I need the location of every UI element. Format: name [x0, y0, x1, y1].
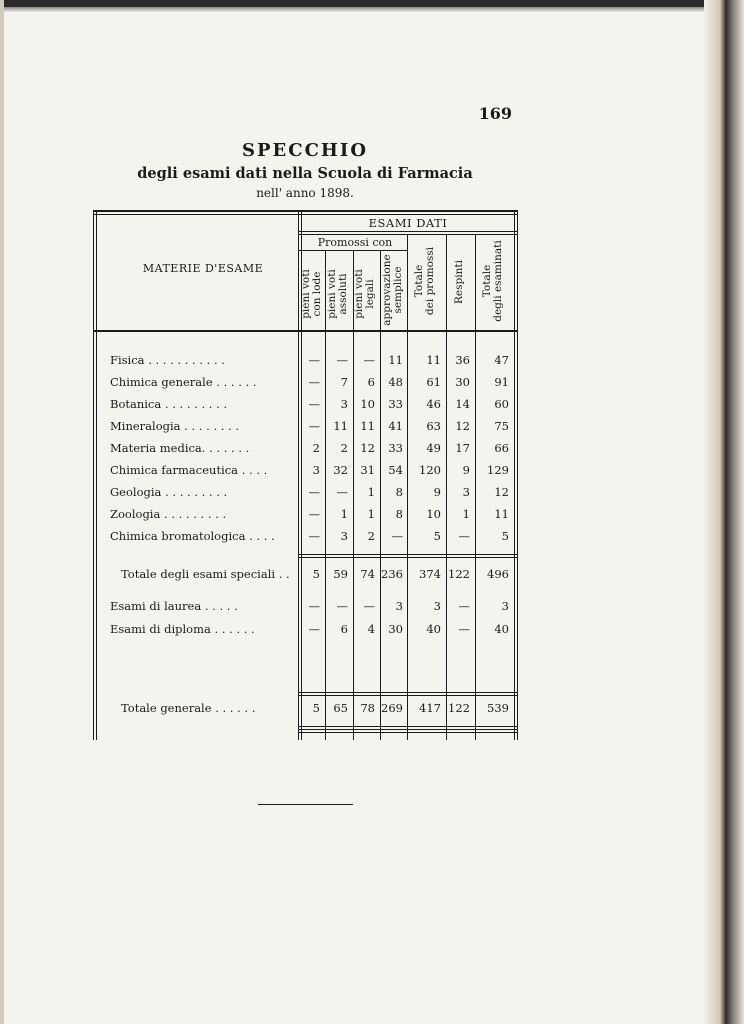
row-value: 10	[426, 507, 441, 521]
table-right-rule-2	[517, 210, 518, 740]
scan-right-edge	[704, 0, 744, 1024]
row-value: 63	[426, 419, 441, 433]
row-value: —	[308, 397, 320, 411]
header-pieni-voti-legali: pieni voti legali	[353, 269, 376, 319]
scan-left-edge	[0, 0, 4, 1024]
row-value: 2	[367, 529, 375, 543]
row-value: 7	[340, 375, 348, 389]
speciali-top-rule-2	[298, 557, 517, 558]
row-value: —	[363, 353, 375, 367]
row-value: 8	[395, 507, 403, 521]
row-label: Chimica farmaceutica . . . .	[110, 463, 268, 477]
table-top-rule	[93, 210, 517, 212]
row-value: 30	[455, 375, 470, 389]
row-value: 120	[419, 463, 441, 477]
row-value: 1	[340, 507, 348, 521]
row-value: 48	[388, 375, 403, 389]
row-value: 74	[360, 567, 375, 581]
row-value: 6	[367, 375, 375, 389]
row-value: —	[458, 529, 470, 543]
row-value: 8	[395, 485, 403, 499]
table-top-rule-2	[93, 214, 517, 215]
row-value: 3	[462, 485, 470, 499]
row-label: Chimica generale . . . . . .	[110, 375, 257, 389]
row-value: 2	[312, 441, 320, 455]
row-value: 41	[388, 419, 403, 433]
row-label: Zoologia . . . . . . . . .	[110, 507, 227, 521]
row-label: Materia medica. . . . . . .	[110, 441, 250, 455]
row-value: 33	[388, 397, 403, 411]
header-approvazione-semplice: approvazione semplice	[381, 254, 404, 326]
footer-rule	[258, 804, 353, 805]
row-label: Totale generale . . . . . .	[121, 701, 256, 715]
row-value: 11	[388, 353, 403, 367]
row-value: 129	[487, 463, 509, 477]
row-value: 3	[395, 599, 403, 613]
row-value: 11	[494, 507, 509, 521]
row-value: 32	[333, 463, 348, 477]
row-value: 47	[494, 353, 509, 367]
row-value: 5	[501, 529, 509, 543]
row-value: 49	[426, 441, 441, 455]
page-number: 169	[478, 104, 512, 123]
row-value: 3	[340, 397, 348, 411]
row-value: 10	[360, 397, 375, 411]
row-label: Esami di laurea . . . . .	[110, 599, 238, 613]
header-totale-esaminati: Totale degli esaminati	[481, 240, 504, 322]
header-materie: MATERIE D'ESAME	[142, 262, 264, 275]
exam-table	[93, 210, 517, 740]
row-value: 269	[381, 701, 403, 715]
row-value: 417	[419, 701, 441, 715]
row-value: 3	[340, 529, 348, 543]
row-value: 122	[448, 701, 470, 715]
row-value: 33	[388, 441, 403, 455]
row-value: 17	[455, 441, 470, 455]
header-respinti: Respinti	[453, 260, 465, 304]
row-label: Esami di diploma . . . . . .	[110, 622, 255, 636]
document-subtitle: degli esami dati nella Scuola di Farmacia	[137, 165, 473, 182]
scan-top-edge	[0, 0, 744, 7]
row-value: 30	[388, 622, 403, 636]
header-pieni-voti-assoluti: pieni voti assoluti	[326, 269, 349, 319]
row-value: 122	[448, 567, 470, 581]
row-value: —	[308, 622, 320, 636]
row-label: Mineralogia . . . . . . . .	[110, 419, 240, 433]
row-value: 40	[426, 622, 441, 636]
row-value: 1	[367, 507, 375, 521]
row-value: 60	[494, 397, 509, 411]
speciali-top-rule	[298, 554, 517, 555]
row-value: 11	[360, 419, 375, 433]
row-value: —	[458, 599, 470, 613]
table-left-rule	[93, 210, 94, 740]
row-value: 12	[455, 419, 470, 433]
row-value: 3	[501, 599, 509, 613]
generale-top-rule-2	[298, 695, 517, 696]
generale-bottom-rule	[298, 726, 517, 727]
row-value: —	[458, 622, 470, 636]
row-value: 539	[487, 701, 509, 715]
row-value: —	[308, 419, 320, 433]
row-value: 65	[333, 701, 348, 715]
row-value: 91	[494, 375, 509, 389]
row-value: 14	[455, 397, 470, 411]
row-value: 66	[494, 441, 509, 455]
row-value: —	[308, 599, 320, 613]
row-value: —	[308, 485, 320, 499]
generale-bottom-rule-2	[298, 729, 517, 730]
row-value: 6	[340, 622, 348, 636]
col-rule-g	[475, 234, 476, 740]
row-value: 5	[312, 701, 320, 715]
row-value: 374	[419, 567, 441, 581]
row-value: 46	[426, 397, 441, 411]
table-right-rule	[514, 210, 515, 740]
row-value: 59	[333, 567, 348, 581]
row-value: 9	[462, 463, 470, 477]
row-value: 236	[381, 567, 403, 581]
row-label: Totale degli esami speciali . .	[121, 567, 290, 581]
row-value: —	[336, 353, 348, 367]
row-label: Chimica bromatologica . . . .	[110, 529, 275, 543]
row-label: Botanica . . . . . . . . .	[110, 397, 228, 411]
row-value: 36	[455, 353, 470, 367]
table-left-rule-2	[96, 210, 97, 740]
row-value: 12	[494, 485, 509, 499]
row-value: 31	[360, 463, 375, 477]
row-value: 4	[367, 622, 375, 636]
header-bottom-rule	[93, 330, 517, 332]
row-value: —	[336, 485, 348, 499]
row-value: 496	[487, 567, 509, 581]
row-value: —	[363, 599, 375, 613]
header-esami-dati: ESAMI DATI	[368, 216, 448, 230]
generale-top-rule	[298, 692, 517, 693]
row-value: 1	[367, 485, 375, 499]
row-value: 11	[333, 419, 348, 433]
row-label: Fisica . . . . . . . . . . .	[110, 353, 225, 367]
row-value: 3	[312, 463, 320, 477]
document-year: nell' anno 1898.	[256, 186, 354, 200]
generale-bottom-rule-3	[298, 732, 517, 733]
row-value: —	[308, 375, 320, 389]
row-value: 75	[494, 419, 509, 433]
esami-dati-rule	[298, 231, 517, 232]
row-value: 54	[388, 463, 403, 477]
row-value: 3	[433, 599, 441, 613]
row-value: 5	[433, 529, 441, 543]
col-rule-e	[407, 234, 408, 740]
row-label: Geologia . . . . . . . . .	[110, 485, 228, 499]
header-promossi-con: Promossi con	[317, 236, 393, 249]
row-value: 78	[360, 701, 375, 715]
row-value: 61	[426, 375, 441, 389]
row-value: 2	[340, 441, 348, 455]
header-totale-promossi: Totale dei promossi	[413, 246, 436, 316]
row-value: 11	[426, 353, 441, 367]
row-value: —	[308, 353, 320, 367]
row-value: 40	[494, 622, 509, 636]
row-value: —	[391, 529, 403, 543]
row-value: —	[308, 529, 320, 543]
header-pieni-voti-lode: pieni voti con lode	[300, 269, 323, 319]
row-value: —	[308, 507, 320, 521]
document-title: SPECCHIO	[241, 140, 368, 161]
row-value: 12	[360, 441, 375, 455]
row-value: —	[336, 599, 348, 613]
scan-top-shadow	[0, 7, 744, 12]
row-value: 1	[462, 507, 470, 521]
row-value: 5	[312, 567, 320, 581]
row-value: 9	[433, 485, 441, 499]
